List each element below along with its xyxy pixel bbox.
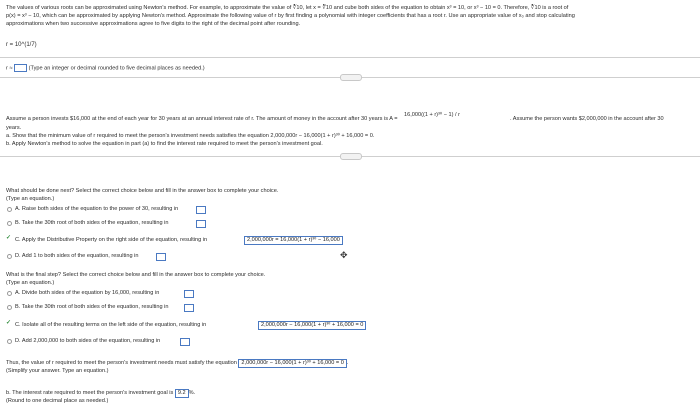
part-b-answer-row: b. The interest rate required to meet the person's investment goal is 9.2 %.	[6, 390, 196, 396]
q1-option-b: B. Take the 30th root of both sides of the equation, resulting in	[15, 220, 169, 226]
q1-option-b-radio[interactable]	[7, 221, 12, 226]
q1-option-a-radio[interactable]	[7, 207, 12, 212]
q1-prompt: What should be done next? Select the correct choice below and fill in the answer box to complete your choice.	[6, 188, 279, 194]
intro-line-3: approximations when two successive approximations agree to five digits to the right of the decimal point after rounding.	[6, 21, 301, 27]
problem-line-1: Assume a person invests $16,000 at the end of each year for 30 years at an annual interest rate of r. The amount of money in the account after 30 years is A =	[6, 116, 398, 122]
q1-option-c: C. Apply the Distributive Property on the right side of the equation, resulting in	[15, 237, 208, 243]
amount-formula: 16,000((1 + r)³⁰ − 1) / r	[404, 112, 461, 118]
q2-prompt: What is the final step? Select the correct choice below and fill in the answer box to complete your choice.	[6, 272, 266, 278]
conclusion-hint: (Simplify your answer. Type an equation.)	[6, 368, 109, 374]
q1-option-a-input[interactable]	[196, 206, 206, 214]
q2-option-a: A. Divide both sides of the equation by 16,000, resulting in	[15, 290, 160, 296]
q2-option-d: D. Add 2,000,000 to both sides of the equation, resulting in	[15, 338, 161, 344]
q2-option-a-input[interactable]	[184, 290, 194, 298]
part-b-hint: (Round to one decimal place as needed.)	[6, 398, 109, 404]
conclusion-equation-box[interactable]: 2,000,000r − 16,000(1 + r)³⁰ + 16,000 = 0	[238, 359, 346, 368]
r-answer-row	[6, 64, 205, 72]
part-b-answer-input[interactable]: 9.2	[175, 389, 189, 398]
q2-option-b: B. Take the 30th root of both sides of the equation, resulting in	[15, 304, 169, 310]
r-answer-prefix: r ≈	[6, 65, 13, 72]
q1-option-d-radio[interactable]	[7, 254, 12, 259]
r-answer-input[interactable]	[14, 64, 27, 72]
r-answer-hint: (Type an integer or decimal rounded to five decimal places as needed.)	[28, 65, 205, 72]
q2-option-c: C. Isolate all of the resulting terms on the left side of the equation, resulting in	[15, 322, 207, 328]
q1-option-c-answer[interactable]: 2,000,000r = 16,000(1 + r)³⁰ − 16,000	[244, 236, 343, 245]
q2-option-c-selected-check-icon[interactable]: ✓	[6, 320, 12, 326]
section-divider	[0, 57, 700, 58]
q2-option-a-radio[interactable]	[7, 291, 12, 296]
expand-handle[interactable]	[340, 153, 362, 160]
conclusion-line: Thus, the value of r required to meet the person's investment needs must satisfy the equation 2,000,000r − 16,000(1 + r)³⁰ + 16,000 = 0 .	[6, 360, 349, 366]
intro-line-2: p(x) = x³ − 10, which can be approximated by applying Newton's method. Approximate the following value of r by first finding a polynomial with integer coefficients that has a root r. Use an appropriate value of x₀ and stop calculating	[6, 13, 575, 19]
problem-line-2: years.	[6, 125, 22, 131]
q1-option-c-selected-check-icon[interactable]: ✓	[6, 235, 12, 241]
problem-part-a: a. Show that the minimum value of r required to meet the person's investment needs satisfies the equation 2,000,000r − 16,000(1 + r)³⁰ + 16,000 = 0.	[6, 133, 375, 139]
intro-line-1: The values of various roots can be approximated using Newton's method. For example, to approximate the value of ∛10, let x = ∛10 and cube both sides of the equation to obtain x³ = 10, or x³ − 10 = 0. Therefore, ∛10 is a root of	[6, 5, 569, 11]
q1-hint: (Type an equation.)	[6, 196, 55, 202]
move-cursor-icon: ✥	[340, 250, 348, 260]
expand-handle[interactable]	[340, 74, 362, 81]
q1-option-d-input[interactable]	[156, 253, 166, 261]
target-expression: r = 10^(1/7)	[6, 42, 37, 48]
q1-option-b-input[interactable]	[196, 220, 206, 228]
problem-line-1-end: . Assume the person wants $2,000,000 in the account after 30	[510, 116, 664, 122]
q2-option-b-input[interactable]	[184, 304, 194, 312]
problem-part-b: b. Apply Newton's method to solve the equation in part (a) to find the interest rate required to meet the person's investment goal.	[6, 141, 323, 147]
q1-option-a: A. Raise both sides of the equation to the power of 30, resulting in	[15, 206, 179, 212]
q2-hint: (Type an equation.)	[6, 280, 55, 286]
q1-option-d: D. Add 1 to both sides of the equation, resulting in	[15, 253, 139, 259]
q2-option-c-answer[interactable]: 2,000,000r − 16,000(1 + r)³⁰ + 16,000 = 0	[258, 321, 366, 330]
q2-option-d-input[interactable]	[180, 338, 190, 346]
q2-option-b-radio[interactable]	[7, 305, 12, 310]
q2-option-d-radio[interactable]	[7, 339, 12, 344]
